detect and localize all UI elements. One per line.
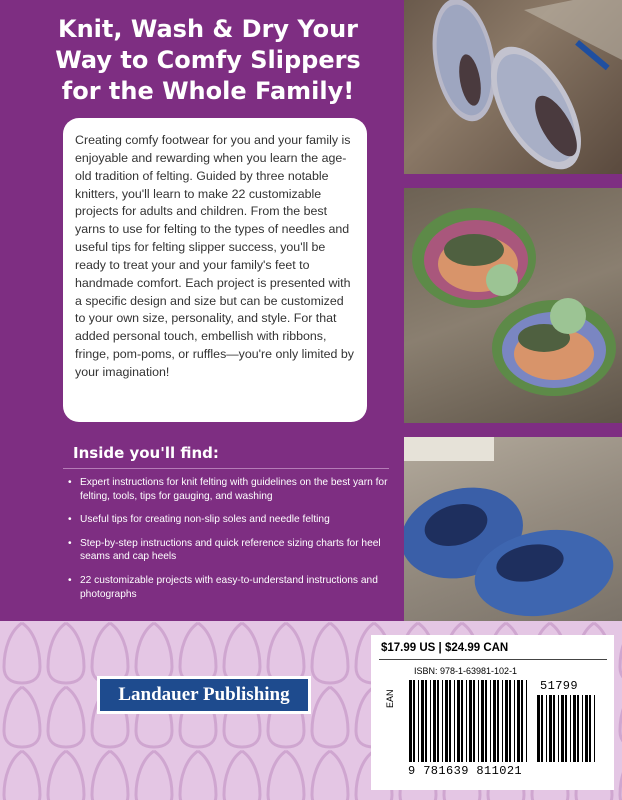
isbn-label: ISBN: 978-1-63981-102-1 <box>414 666 518 676</box>
headline <box>18 14 398 107</box>
headline-line-3: for the Whole Family! <box>61 77 355 105</box>
feature-item: • Step-by-step instructions and quick reference sizing charts for heel seams and cap heels <box>63 537 393 564</box>
inside-title: Inside you'll find: <box>73 444 219 462</box>
publisher-logo <box>97 676 311 714</box>
feature-item: • 22 customizable projects with easy-to-understand instructions and photographs <box>63 574 393 601</box>
features-list <box>63 476 393 611</box>
ean-barcode <box>409 680 530 762</box>
photo-grey-slippers <box>404 0 622 174</box>
description-text: Creating comfy footwear for you and your family is enjoyable and rewarding when you learn the age-old tradition of felting. Guided by three notable knitters, you'll learn to make 22 customizable projects for adults and children. From the best yarns to use for felting to the types of needles and useful tips for felting slipper success, you'll be ready to treat your and your family's feet to handmade comfort. Each project is presented with a specific design and size but can be customized to your own size, personality, and style. For that added personal touch, embellish with ribbons, fringe, pom-poms, or ruffles—you're only limited by your imagination! <box>75 133 354 379</box>
headline-line-1: Knit, Wash & Dry Your <box>57 15 359 43</box>
ean-label: EAN <box>385 689 395 708</box>
inside-divider <box>63 468 389 469</box>
price-divider <box>379 659 607 660</box>
photo-striped-slippers <box>404 188 622 423</box>
price-label: $17.99 US | $24.99 CAN <box>381 642 509 654</box>
headline-line-2: Way to Comfy Slippers <box>55 46 361 74</box>
description-box <box>63 118 367 422</box>
publisher-logo-text: Landauer Publishing <box>100 679 308 711</box>
price-barcode <box>537 695 597 762</box>
price-code-digits: 51799 <box>540 679 579 693</box>
photo-blue-slippers <box>404 437 622 621</box>
feature-item: • Expert instructions for knit felting with guidelines on the best yarn for felting, tools, tips for gauging, and washing <box>63 476 393 503</box>
barcode-box <box>371 635 614 790</box>
feature-item: • Useful tips for creating non-slip soles and needle felting <box>63 513 393 527</box>
barcode-digits: 9 781639 811021 <box>408 764 523 778</box>
